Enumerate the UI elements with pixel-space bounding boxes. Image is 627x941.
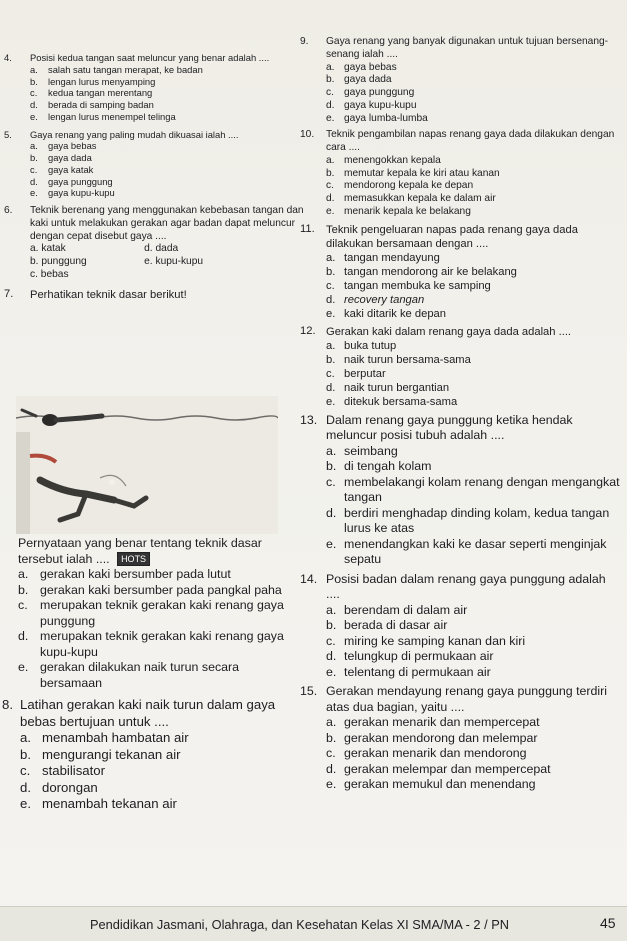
- question-11: [300, 223, 622, 321]
- question-5: [4, 129, 304, 200]
- option-text: gaya bebas: [344, 61, 397, 73]
- option-d[interactable]: [326, 506, 622, 537]
- option-letter: b.: [326, 167, 335, 179]
- option-text: lengan lurus menempel telinga: [48, 110, 176, 122]
- option-b[interactable]: [326, 265, 622, 279]
- option-letter: e.: [18, 660, 29, 674]
- question-number: 10.: [300, 129, 315, 141]
- question-10: [300, 129, 622, 218]
- option-text: kupu-kupu: [155, 256, 204, 267]
- option-e[interactable]: [326, 206, 622, 219]
- page-number: 45: [600, 915, 616, 931]
- option-a[interactable]: [326, 603, 622, 619]
- swimming-kick-illustration: [16, 396, 278, 534]
- question-13: [300, 413, 622, 568]
- option-text: miring ke samping kanan dan kiri: [344, 633, 526, 648]
- option-b[interactable]: [30, 256, 130, 269]
- page-footer: [0, 906, 627, 941]
- option-letter: e.: [326, 205, 335, 217]
- option-e[interactable]: [326, 113, 622, 126]
- option-text: gerakan melempar dan mempercepat: [344, 761, 551, 776]
- option-text: menendangkan kaki ke dasar seperti menginjak sepatu: [344, 536, 607, 566]
- option-e[interactable]: [18, 660, 300, 691]
- question-number: 11.: [300, 222, 315, 235]
- option-letter: d.: [20, 779, 31, 795]
- option-a[interactable]: [326, 62, 622, 75]
- option-letter: e.: [326, 395, 336, 408]
- question-6: [4, 205, 304, 282]
- question-text: Gaya renang yang banyak digunakan untuk tujuan bersenang-senang ialah ....: [326, 36, 609, 60]
- option-letter: d.: [18, 629, 29, 643]
- option-text: gaya katak: [48, 163, 94, 175]
- option-d[interactable]: [326, 381, 622, 395]
- option-letter: b.: [30, 256, 39, 267]
- hots-badge: HOTS: [117, 552, 150, 566]
- option-letter: a.: [326, 715, 337, 729]
- option-text: merupakan teknik gerakan kaki renang gaya punggung: [40, 598, 284, 628]
- option-letter: b.: [326, 459, 337, 473]
- question-14: [300, 572, 622, 681]
- option-text: memasukkan kepala ke dalam air: [344, 193, 496, 204]
- question-prompt: Pernyataan yang benar tentang teknik dasar tersebut ialah ....: [18, 536, 262, 566]
- option-text: dorongan: [42, 779, 98, 795]
- option-d[interactable]: [30, 176, 304, 188]
- question-number: 13.: [300, 412, 318, 427]
- option-text: punggung: [41, 256, 87, 267]
- option-letter: c.: [18, 598, 28, 612]
- pool-wall: [16, 432, 30, 534]
- option-c[interactable]: [326, 180, 622, 193]
- question-text: Gerakan mendayung renang gaya punggung terdiri atas dua bagian, yaitu ....: [326, 684, 608, 714]
- option-letter: c.: [326, 474, 336, 489]
- option-d[interactable]: [30, 99, 304, 111]
- option-e[interactable]: [326, 307, 622, 321]
- option-text: gaya dada: [48, 152, 92, 163]
- option-letter: a.: [30, 140, 38, 152]
- option-text: bebas: [40, 268, 69, 280]
- option-e[interactable]: [326, 777, 622, 793]
- option-letter: c.: [326, 279, 335, 292]
- option-text: memutar kepala ke kiri atau kanan: [344, 167, 500, 179]
- option-text: menambah tekanan air: [42, 796, 177, 811]
- option-text: salah satu tangan merapat, ke badan: [48, 63, 203, 75]
- option-d[interactable]: [326, 193, 622, 206]
- option-text: tangan membuka ke samping: [344, 279, 491, 292]
- option-letter: d.: [326, 505, 337, 520]
- option-e[interactable]: [326, 537, 622, 568]
- option-letter: b.: [30, 75, 38, 87]
- option-text: menambah hambatan air: [42, 730, 189, 745]
- option-text: membelakangi kolam renang dengan mengangkat tangan: [344, 474, 620, 504]
- question-number: 8.: [2, 697, 13, 712]
- option-text: mengurangi tekanan air: [42, 746, 181, 762]
- option-text: tangan mendayung: [344, 251, 440, 264]
- option-letter: c.: [30, 87, 38, 99]
- option-text: naik turun bersama-sama: [344, 353, 471, 366]
- option-text: stabilisator: [42, 763, 106, 778]
- option-letter: a.: [326, 61, 335, 73]
- question-text: Teknik pengeluaran napas pada renang gaya dada dilakukan bersamaan dengan ....: [326, 223, 578, 250]
- option-text: berada di samping badan: [48, 99, 154, 110]
- option-a[interactable]: [30, 64, 304, 76]
- option-letter: b.: [18, 582, 29, 597]
- option-letter: c.: [326, 87, 334, 98]
- option-letter: c.: [30, 268, 38, 280]
- option-text: kaki ditarik ke depan: [344, 307, 446, 320]
- option-text: gaya lumba-lumba: [344, 112, 428, 124]
- option-text: telentang di permukaan air: [344, 664, 491, 679]
- option-b[interactable]: [20, 747, 300, 764]
- option-letter: d.: [326, 761, 337, 776]
- option-text: gerakan kaki bersumber pada lutut: [40, 567, 231, 581]
- option-d[interactable]: [326, 762, 622, 778]
- question-number: 14.: [300, 571, 318, 586]
- option-d[interactable]: [326, 100, 622, 113]
- option-letter: e.: [326, 664, 337, 679]
- option-text: gaya punggung: [48, 175, 113, 187]
- option-c[interactable]: [30, 269, 130, 282]
- option-text: telungkup di permukaan air: [344, 649, 494, 663]
- option-c[interactable]: [326, 746, 622, 762]
- option-e[interactable]: [30, 111, 304, 123]
- option-text: gerakan menarik dan mempercepat: [344, 715, 540, 729]
- option-a[interactable]: [326, 715, 622, 731]
- question-number: 12.: [300, 324, 316, 337]
- question-number: 7.: [4, 287, 14, 300]
- option-text: seimbang: [344, 443, 398, 458]
- question-text: Posisi badan dalam renang gaya punggung adalah ....: [326, 571, 606, 601]
- option-b[interactable]: [326, 353, 622, 367]
- question-8: [2, 697, 300, 813]
- option-text: recovery tangan: [344, 293, 425, 306]
- option-text: gerakan mendorong dan melempar: [344, 730, 538, 745]
- option-d[interactable]: [18, 629, 300, 660]
- option-text: buka tutup: [344, 339, 397, 352]
- option-letter: b.: [326, 730, 337, 745]
- option-text: naik turun bergantian: [344, 381, 450, 394]
- question-text: Perhatikan teknik dasar berikut!: [30, 288, 187, 301]
- option-b[interactable]: [30, 76, 304, 88]
- option-letter: a.: [326, 339, 336, 352]
- option-letter: a.: [30, 63, 38, 75]
- option-letter: b.: [20, 746, 31, 762]
- option-text: gerakan dilakukan naik turun secara bersamaan: [40, 660, 240, 690]
- question-9: [300, 36, 622, 125]
- option-c[interactable]: [326, 367, 622, 381]
- option-c[interactable]: [30, 87, 304, 99]
- option-letter: a.: [30, 243, 39, 255]
- option-letter: a.: [326, 251, 336, 264]
- option-letter: b.: [326, 265, 336, 278]
- option-text: merupakan teknik gerakan kaki renang gaya kupu-kupu: [40, 629, 284, 659]
- option-text: menengokkan kepala: [344, 154, 441, 166]
- option-a[interactable]: [326, 155, 622, 168]
- option-letter: e.: [144, 256, 153, 267]
- option-b[interactable]: [18, 583, 300, 599]
- question-12: [300, 325, 622, 409]
- option-d[interactable]: [20, 780, 300, 797]
- question-number: 6.: [4, 205, 13, 216]
- option-d[interactable]: [144, 243, 246, 256]
- option-text: mendorong kepala ke depan: [344, 180, 474, 192]
- option-letter: d.: [144, 243, 153, 255]
- option-a[interactable]: [326, 339, 622, 353]
- question-number: 5.: [4, 128, 12, 140]
- footer-title: Pendidikan Jasmani, Olahraga, dan Kesehatan Kelas XI SMA/MA - 2 / PN: [90, 917, 509, 932]
- option-letter: e.: [30, 110, 38, 122]
- option-text: berputar: [344, 367, 386, 380]
- option-letter: c.: [326, 633, 336, 648]
- option-text: lengan lurus menyamping: [48, 75, 156, 87]
- option-a[interactable]: [30, 243, 130, 256]
- option-letter: b.: [326, 353, 336, 366]
- option-text: gaya punggung: [344, 87, 415, 98]
- left-column-lower: [4, 536, 300, 813]
- option-letter: e.: [326, 112, 335, 124]
- option-letter: a.: [326, 154, 335, 166]
- question-4: [4, 52, 304, 123]
- option-b[interactable]: [326, 731, 622, 747]
- option-a[interactable]: [326, 444, 622, 460]
- option-letter: a.: [326, 602, 337, 617]
- option-text: gerakan menarik dan mendorong: [344, 746, 527, 760]
- option-letter: c.: [326, 180, 334, 192]
- question-text: Latihan gerakan kaki naik turun dalam gaya bebas bertujuan untuk ....: [20, 697, 276, 729]
- option-letter: e.: [326, 536, 337, 551]
- question-7-continued: [4, 536, 300, 691]
- option-text: katak: [41, 243, 66, 255]
- question-text: Gerakan kaki dalam renang gaya dada adalah ....: [326, 325, 572, 338]
- option-letter: b.: [326, 74, 335, 86]
- question-text: Gaya renang yang paling mudah dikuasai ialah ....: [30, 128, 239, 140]
- option-text: gaya kupu-kupu: [48, 187, 115, 199]
- option-e[interactable]: [144, 256, 246, 269]
- option-b[interactable]: [30, 152, 304, 164]
- option-text: berada di dasar air: [344, 618, 448, 632]
- option-letter: e.: [326, 307, 336, 320]
- option-text: gaya kupu-kupu: [344, 99, 417, 111]
- option-c[interactable]: [20, 763, 300, 780]
- option-d[interactable]: [326, 649, 622, 665]
- option-e[interactable]: [30, 187, 304, 199]
- option-a[interactable]: [326, 251, 622, 265]
- question-text: Posisi kedua tangan saat meluncur yang benar adalah ....: [30, 52, 270, 63]
- option-c[interactable]: [326, 279, 622, 293]
- option-letter: a.: [20, 730, 31, 745]
- option-text: tangan mendorong air ke belakang: [344, 265, 517, 278]
- option-text: gerakan memukul dan menendang: [344, 777, 536, 791]
- option-letter: d.: [326, 293, 336, 306]
- question-number: 4.: [4, 52, 12, 63]
- question-number: 15.: [300, 684, 318, 698]
- question-15: [300, 684, 622, 793]
- option-b[interactable]: [326, 618, 622, 634]
- option-letter: c.: [30, 163, 38, 175]
- option-b[interactable]: [326, 168, 622, 181]
- option-c[interactable]: [18, 598, 300, 629]
- option-letter: d.: [326, 193, 335, 204]
- question-text: Dalam renang gaya punggung ketika hendak meluncur posisi tubuh adalah ....: [326, 412, 573, 442]
- option-c[interactable]: [326, 475, 622, 506]
- option-letter: d.: [326, 381, 336, 394]
- option-a[interactable]: [20, 730, 300, 747]
- option-text: ditekuk bersama-sama: [344, 395, 458, 408]
- question-number: 9.: [300, 36, 309, 47]
- right-column: [300, 36, 622, 793]
- option-text: kedua tangan merentang: [48, 87, 153, 99]
- option-c[interactable]: [30, 164, 304, 176]
- option-text: dada: [155, 243, 179, 255]
- option-b[interactable]: [326, 459, 622, 475]
- option-text: menarik kepala ke belakang: [344, 205, 471, 217]
- option-letter: c.: [326, 746, 336, 760]
- option-e[interactable]: [20, 796, 300, 813]
- option-letter: e.: [326, 777, 337, 791]
- option-a[interactable]: [18, 567, 300, 583]
- option-c[interactable]: [326, 87, 622, 100]
- option-letter: a.: [18, 567, 29, 581]
- option-letter: e.: [30, 187, 38, 199]
- option-a[interactable]: [30, 140, 304, 152]
- option-letter: c.: [326, 367, 335, 380]
- option-letter: e.: [20, 796, 31, 811]
- option-text: berendam di dalam air: [344, 602, 468, 617]
- option-letter: c.: [20, 763, 31, 778]
- option-text: berdiri menghadap dinding kolam, kedua tangan lurus ke atas: [344, 505, 610, 535]
- option-text: gaya bebas: [48, 140, 97, 152]
- option-e[interactable]: [326, 665, 622, 681]
- option-e[interactable]: [326, 395, 622, 409]
- option-letter: d.: [30, 175, 38, 187]
- option-b[interactable]: [326, 74, 622, 87]
- options-grid: [30, 243, 304, 281]
- question-text: Teknik berenang yang menggunakan kebebasan tangan dan kaki untuk melakukan gerakan agar badan dapat meluncur dengan cepat disebut gaya ....: [30, 205, 304, 242]
- option-letter: d.: [326, 99, 335, 111]
- option-d[interactable]: [326, 293, 622, 307]
- option-letter: d.: [30, 99, 38, 110]
- option-letter: d.: [326, 649, 337, 663]
- option-text: gaya dada: [344, 74, 392, 86]
- option-text: gerakan kaki bersumber pada pangkal paha: [40, 582, 282, 597]
- question-text: Teknik pengambilan napas renang gaya dada dilakukan dengan cara ....: [326, 129, 615, 153]
- left-column: [4, 46, 304, 302]
- option-letter: a.: [326, 443, 337, 458]
- question-7: [4, 288, 304, 302]
- option-text: di tengah kolam: [344, 459, 432, 473]
- option-letter: b.: [30, 152, 38, 163]
- option-c[interactable]: [326, 634, 622, 650]
- option-letter: b.: [326, 618, 337, 632]
